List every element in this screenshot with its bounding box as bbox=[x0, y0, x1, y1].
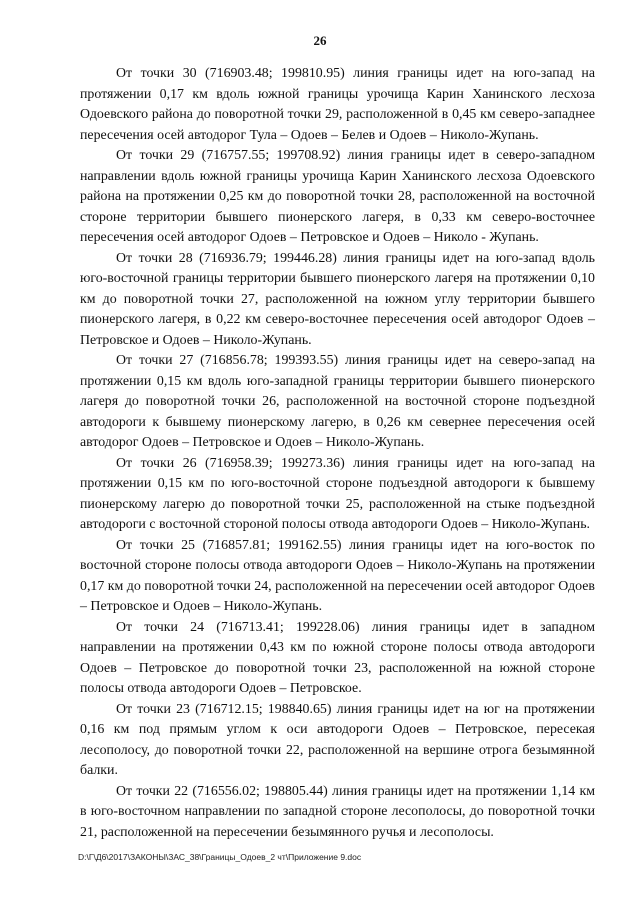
footer-file-path: D:\Г\Д6\2017\ЗАКОНЫ\ЗАС_38\Границы_Одоев_2 чт\Приложение 9.doc bbox=[78, 852, 362, 862]
paragraph-point-24: От точки 24 (716713.41; 199228.06) линия границы идет в западном направлении на протяжении 0,43 км по южной стороне полосы отвода автодороги Одоев – Петровское до поворотной точки 23, расположенной на южной стороне полосы отвода автодороги Одоев – Петровское. bbox=[80, 619, 595, 696]
document-body bbox=[80, 64, 595, 843]
paragraph-point-26: От точки 26 (716958.39; 199273.36) линия границы идет на юго-запад на протяжении 0,15 км по юго-восточной стороне подъездной автодороги к бывшему пионерскому лагерю до поворотной точки 25, расположенной на стыке подъездной автодороги с восточной стороной полосы отвода автодороги Одоев – Николо-Жупань. bbox=[80, 455, 595, 532]
paragraph-point-27: От точки 27 (716856.78; 199393.55) линия границы идет на северо-запад на протяжении 0,15 км вдоль юго-западной границы территории бывшего пионерского лагеря до поворотной точки 26, расположенной на восточной стороне подъездной автодороги к бывшему пионерскому лагерю, в 0,26 км севернее пересечения осей автодорог Одоев – Петровское и Одоев – Николо-Жупань. bbox=[80, 353, 595, 450]
paragraph-point-22: От точки 22 (716556.02; 198805.44) линия границы идет на протяжении 1,14 км в юго-восточном направлении по западной стороне лесополосы, до поворотной точки 21, расположенной на пересечении безымянного ручья и лесополосы. bbox=[80, 783, 595, 840]
paragraph-point-23: От точки 23 (716712.15; 198840.65) линия границы идет на юг на протяжении 0,16 км под прямым углом к оси автодороги Одоев – Петровское, пересекая лесополосу, до поворотной точки 22, расположенной на вершине отрога безымянной балки. bbox=[80, 701, 595, 778]
paragraph-point-29: От точки 29 (716757.55; 199708.92) линия границы идет в северо-западном направлении вдоль южной границы урочища Карин Ханинского лесхоза Одоевского района на протяжении 0,25 км до поворотной точки 28, расположенной на восточной стороне территории бывшего пионерского лагеря, в 0,33 км северо-восточнее пересечения осей автодорог Одоев – Петровское и Одоев – Николо - Жупань. bbox=[80, 148, 595, 245]
paragraph-point-30: От точки 30 (716903.48; 199810.95) линия границы идет на юго-запад на протяжении 0,17 км вдоль южной границы урочища Карин Ханинского лесхоза Одоевского района до поворотной точки 29, расположенной в 0,45 км северо-западнее пересечения осей автодорог Тула – Одоев – Белев и Одоев – Николо-Жупань. bbox=[80, 66, 595, 143]
paragraph-point-28: От точки 28 (716936.79; 199446.28) линия границы идет на юго-запад вдоль юго-восточной границы территории бывшего пионерского лагеря на протяжении 0,10 км до поворотной точки 27, расположенной на южном углу территории бывшего пионерского лагеря, в 0,22 км северо-восточнее пересечения осей автодорог Одоев – Петровское и Одоев – Николо-Жупань. bbox=[80, 250, 595, 348]
page-number: 26 bbox=[313, 33, 327, 48]
paragraph-point-25: От точки 25 (716857.81; 199162.55) линия границы идет на юго-восток по восточной стороне полосы отвода автодороги Одоев – Николо-Жупань на протяжении 0,17 км до поворотной точки 24, расположенной на пересечении осей автодорог Одоев – Петровское и Одоев – Николо-Жупань. bbox=[80, 537, 595, 614]
